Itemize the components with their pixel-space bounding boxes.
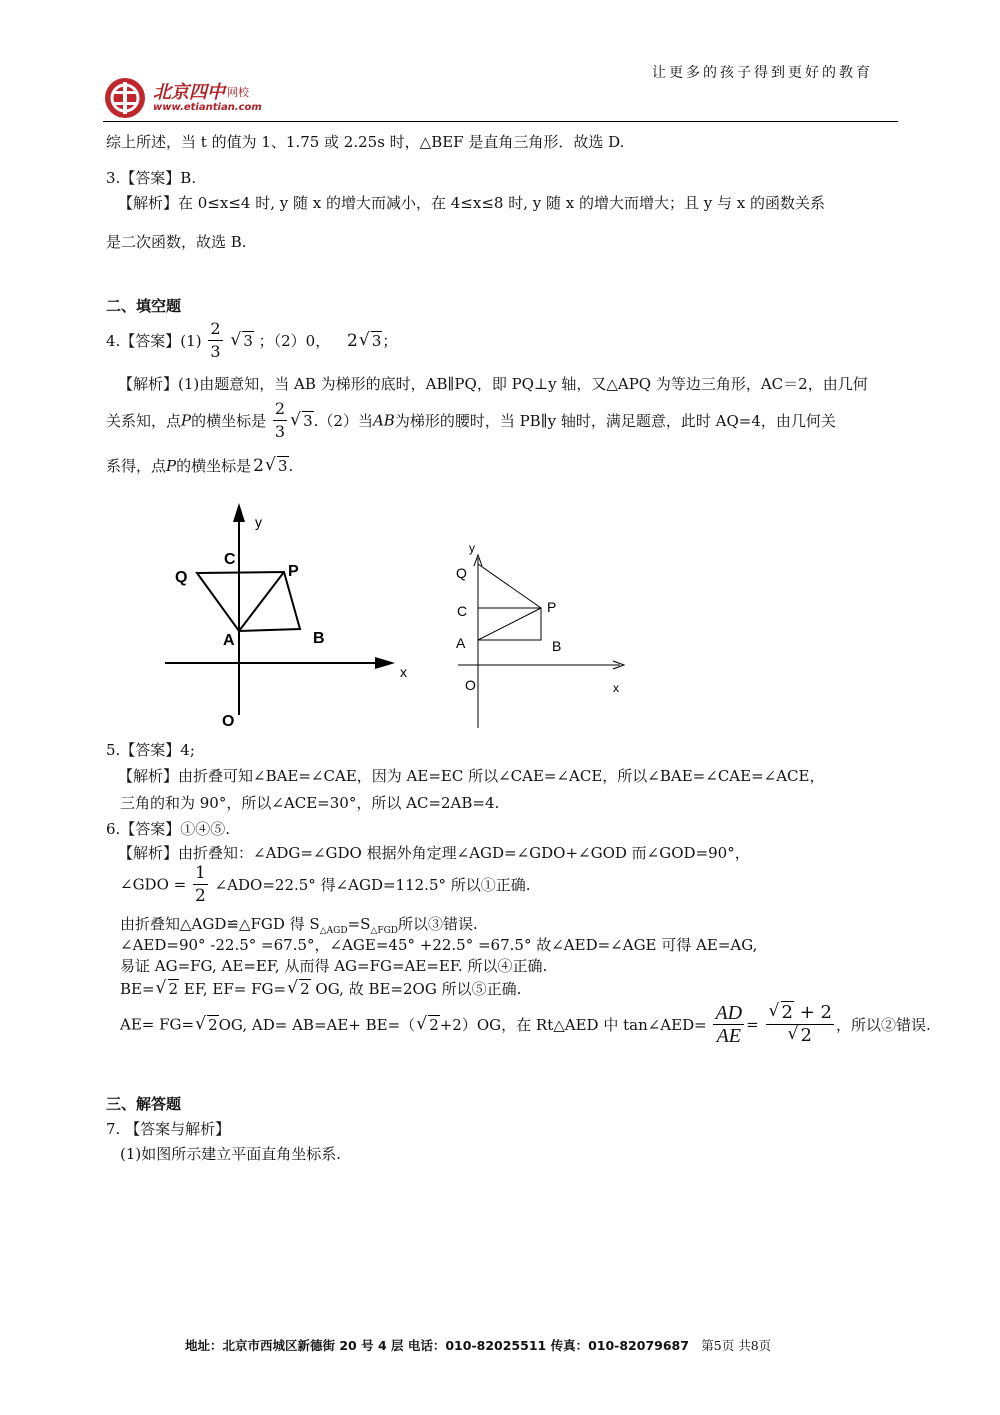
segment-ap (239, 572, 284, 631)
radicand: 3 (277, 457, 288, 475)
label-q: Q (456, 565, 467, 581)
segment-ab: AB (372, 411, 395, 430)
q4-analysis-line1: 【解析】(1)由题意知，当 AB 为梯形的底时，AB∥PQ，即 PQ⊥y 轴，又△APQ 为等边三角形，AC＝2，由几何 (118, 375, 868, 393)
fraction-two-thirds (208, 318, 222, 363)
q6-analysis-line3 (120, 913, 478, 936)
label-o: O (222, 713, 235, 730)
text: = (746, 1015, 759, 1034)
page-number: 第5页 共8页 (701, 1338, 772, 1353)
text: =S (347, 915, 371, 933)
point-p: P (181, 411, 192, 430)
q5-analysis-line1: 【解析】由折叠可知∠BAE=∠CAE，因为 AE=EC 所以∠CAE=∠ACE，所以∠BAE=∠CAE=∠ACE， (118, 767, 825, 785)
q6-answer: 6.【答案】①④⑤. (106, 820, 231, 838)
fraction-numerator: AD (715, 1002, 743, 1024)
label-c: C (457, 603, 468, 619)
label-b: B (552, 638, 562, 654)
fraction-denominator: 3 (274, 422, 286, 441)
radicand: 3 (371, 331, 382, 350)
logo-emblem-icon (103, 76, 147, 120)
text: .（2）当 (313, 412, 373, 430)
text: ∠GDO = (120, 875, 187, 894)
sqrt-2 (287, 980, 311, 998)
label-q: Q (175, 569, 188, 586)
logo-name: 北京四中 (153, 82, 225, 103)
text: 系得，点 (106, 457, 167, 475)
text: OG, AD= AB=AE+ BE=（ (218, 1016, 416, 1034)
page-footer (185, 1336, 771, 1354)
trapezoid-qpba (197, 572, 300, 631)
trapezoid-qpba (478, 564, 541, 640)
section-title-solutions: 三、解答题 (106, 1095, 182, 1113)
x-axis-arrow-icon (375, 657, 395, 669)
q5-analysis-line2: 三角的和为 90°，所以∠ACE=30°，所以 AC=2AB=4. (120, 794, 500, 812)
q4-answer-prefix: 4.【答案】(1) (106, 332, 202, 350)
radicand: 2 (800, 1025, 812, 1046)
text: EF, EF= FG= (183, 980, 287, 998)
label-y: y (469, 541, 475, 555)
radicand: 3 (243, 331, 253, 350)
header-slogan: 让更多的孩子得到更好的教育 (652, 65, 873, 81)
label-b: B (313, 630, 325, 647)
radicand: 3 (303, 411, 313, 430)
fraction-denominator: 3 (210, 342, 221, 361)
label-a: A (223, 632, 235, 649)
fraction-numerator: 2 (274, 399, 286, 418)
section-title-fill-blank: 二、填空题 (106, 297, 182, 315)
text: OG, 故 BE=2OG 所以⑤正确. (315, 980, 522, 998)
text: + 2 (799, 1002, 832, 1023)
q4-analysis-line3 (106, 455, 293, 476)
label-o: O (465, 677, 476, 693)
q6-analysis-line6 (120, 978, 521, 999)
fraction-two-thirds (273, 398, 287, 443)
summary-line: 综上所述，当 t 的值为 1、1.75 或 2.25s 时，△BEF 是直角三角形．故选 D. (106, 133, 625, 151)
point-p: P (166, 457, 177, 475)
sqrt-3-second (359, 332, 383, 350)
radicand: 2 (429, 1015, 439, 1034)
q7-answer: 7. 【答案与解析】 (106, 1120, 231, 1138)
text: 为梯形的腰时，当 PB∥y 轴时，满足题意，此时 AQ=4，由几何关 (394, 412, 836, 430)
q7-analysis-line1: (1)如图所示建立平面直角坐标系. (120, 1145, 342, 1163)
logo-url: www.etiantian.com (153, 102, 262, 113)
fraction-one-half (193, 862, 208, 907)
q6-analysis-line4: ∠AED=90° -22.5° =67.5°，∠AGE=45° +22.5° =67.5° 故∠AED=∠AGE 可得 AE=AG, (120, 936, 758, 954)
fraction-denominator (766, 1024, 834, 1047)
radicand: 2 (208, 1015, 218, 1034)
fraction-tan-value (766, 1002, 834, 1047)
label-p: P (547, 599, 557, 615)
label-x: x (613, 681, 619, 695)
fraction-numerator: 2 (210, 319, 221, 338)
sqrt-2 (195, 1016, 219, 1034)
text: 的横坐标是 (191, 412, 267, 430)
text: 的横坐标是 (176, 457, 252, 475)
figure-trapezoid-leg (448, 538, 638, 730)
sqrt-2 (788, 1025, 813, 1047)
label-c: C (224, 551, 236, 568)
footer-address: 地址：北京市西城区新德街 20 号 4 层 电话：010-82025511 传真：010-82079687 (185, 1338, 689, 1353)
sqrt-2 (769, 1002, 794, 1024)
sqrt-3 (290, 412, 314, 430)
fraction-numerator (766, 1002, 834, 1024)
text: . (288, 457, 294, 475)
header-divider (103, 121, 898, 122)
text: 关系知，点 (106, 412, 182, 430)
radicand: 2 (168, 980, 179, 998)
text: +2）OG，在 Rt△AED 中 tan∠AED= (439, 1016, 707, 1034)
q3-analysis-line2: 是二次函数，故选 B. (106, 233, 247, 251)
q4-answer (106, 318, 397, 363)
sqrt-3 (265, 457, 289, 475)
coefficient: 2 (253, 456, 264, 476)
fraction-denominator: 2 (195, 886, 206, 906)
label-x: x (400, 664, 407, 680)
q3-answer: 3.【答案】B. (106, 169, 197, 187)
radicand: 2 (300, 980, 310, 998)
sqrt-3 (230, 332, 254, 350)
text: 所以③错误. (397, 915, 478, 933)
radicand: 2 (781, 1002, 793, 1023)
q4-second-coef: 2 (347, 330, 358, 351)
sqrt-2 (416, 1016, 440, 1034)
label-y: y (255, 514, 262, 530)
fraction-numerator: 1 (195, 863, 206, 883)
text: BE= (120, 980, 155, 998)
q6-analysis-line1: 【解析】由折叠知：∠ADG=∠GDO 根据外角定理∠AGD=∠GDO+∠GOD 而∠GOD=90°， (118, 844, 750, 862)
q3-analysis-line1: 【解析】在 0≤x≤4 时, y 随 x 的增大而减小，在 4≤x≤8 时, y 随 x 的增大而增大；且 y 与 x 的函数关系 (118, 194, 825, 212)
q4-end: ； (382, 332, 398, 350)
text: AE= FG= (120, 1015, 195, 1034)
fraction-denominator: AE (713, 1024, 744, 1047)
subscript: △AGD (319, 926, 348, 936)
sqrt-2 (156, 980, 180, 998)
q6-analysis-line5: 易证 AG=FG, AE=EF, 从而得 AG=FG=AE=EF. 所以④正确. (120, 957, 548, 975)
segment-ap (478, 608, 541, 640)
fraction-ad-over-ae (713, 1002, 744, 1047)
logo-tag: 网校 (227, 86, 249, 99)
text: ∠ADO=22.5° 得∠AGD=112.5° 所以①正确. (214, 876, 531, 894)
subscript: △FGD (370, 926, 398, 936)
y-axis-arrow-icon (233, 503, 245, 522)
text: 由折叠知△AGD≌△FGD 得 S (120, 915, 320, 933)
q6-analysis-line2 (120, 862, 531, 907)
q4-analysis-line2 (106, 398, 836, 443)
q6-analysis-line7 (120, 1002, 931, 1047)
label-a: A (456, 635, 466, 651)
figure-trapezoid-base (160, 500, 420, 732)
school-logo (103, 76, 293, 120)
q4-separator: ；（2）0， (258, 332, 331, 350)
text: ，所以②错误. (835, 1016, 931, 1034)
q5-answer: 5.【答案】4; (106, 741, 195, 759)
label-p: P (288, 563, 299, 580)
